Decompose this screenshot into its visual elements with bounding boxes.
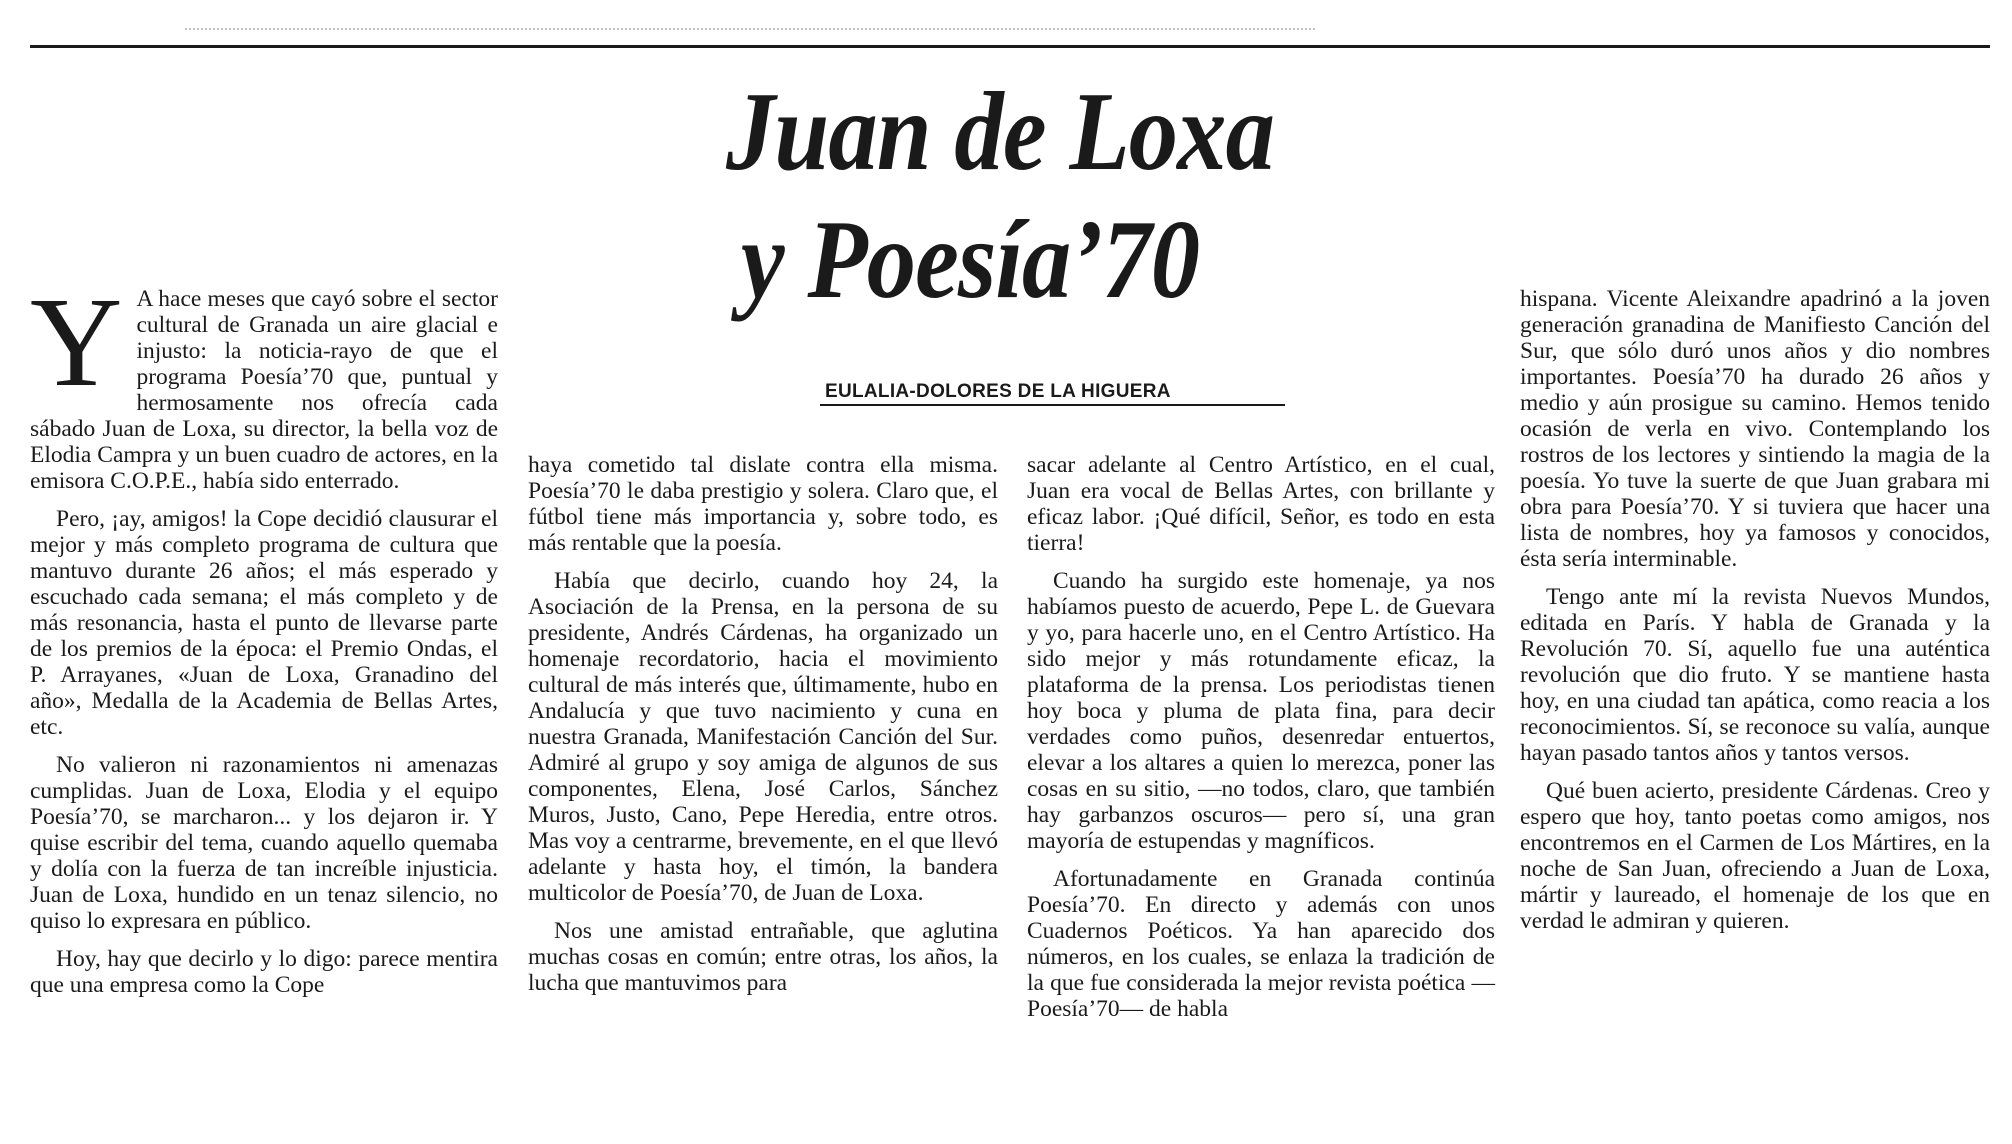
paragraph: haya cometido tal dislate contra ella misma. Poesía’70 le daba prestigio y solera. Claro que, el fútbol tiene más importancia y, sobre todo, es más rentable que la poesía. [528, 452, 998, 556]
paragraph: Pero, ¡ay, amigos! la Cope decidió clausurar el mejor y más completo programa de cultura que mantuvo durante 26 años; el más esperado y escuchado cada semana; el más completo y de más resonancia, hasta el punto de llevarse parte de los premios de la época: el Premio Ondas, el P. Arrayanes, «Juan de Loxa, Granadino del año», Medalla de la Academia de Bellas Artes, etc. [30, 506, 498, 740]
byline: EULALIA-DOLORES DE LA HIGUERA [825, 381, 1171, 402]
byline-rule [820, 404, 1285, 406]
paragraph-text: A hace meses que cayó sobre el sector cultural de Granada un aire glacial e injusto: la noticia-rayo de que el programa Poesía’70 que, puntual y hermosamente nos ofrecía cada sábado Juan de Loxa, su director, la bella voz de Elodia Campra y un buen cuadro de actores, en la emisora C.O.P.E., había sido enterrado. [30, 286, 498, 494]
headline-line-1: Juan de Loxa [726, 70, 1274, 194]
column-3 [1027, 452, 1495, 1034]
drop-cap: Y [30, 271, 123, 413]
column-1 [30, 271, 498, 1010]
headline-line-2: y Poesía’70 [740, 198, 1200, 322]
column-4 [1520, 286, 1990, 946]
paragraph: Tengo ante mí la revista Nuevos Mundos, editada en París. Y habla de Granada y la Revolución 70. Sí, aquello fue una auténtica revolución que dio fruto. Y se mantiene hasta hoy, en una ciudad tan apática, como reacia a los reconocimientos. Sí, se reconoce su valía, aunque hayan pasado tantos años y tantos versos. [1520, 584, 1990, 766]
paragraph: Cuando ha surgido este homenaje, ya nos habíamos puesto de acuerdo, Pepe L. de Guevara y yo, para hacerle uno, en el Centro Artístico. Ha sido mejor y más rotundamente eficaz, la plataforma de la prensa. Los periodistas tienen hoy boca y pluma de plata fina, para decir verdades como puños, desenredar entuertos, elevar a los altares a quien lo merezca, poner las cosas en su sitio, —no todos, claro, que también hay garbanzos oscuros— pero sí, una gran mayoría de estupendas y magníficos. [1027, 568, 1495, 854]
paragraph: No valieron ni razonamientos ni amenazas cumplidas. Juan de Loxa, Elodia y el equipo Poesía’70, se marcharon... y los dejaron ir. Y quise escribir del tema, cuando aquello quemaba y dolía con la fuerza de tan increíble injusticia. Juan de Loxa, hundido en un tenaz silencio, no quiso lo expresara en público. [30, 752, 498, 934]
headline [640, 68, 1380, 324]
paragraph: Hoy, hay que decirlo y lo digo: parece mentira que una empresa como la Cope [30, 946, 498, 998]
paragraph [30, 271, 498, 494]
top-rule [30, 45, 1990, 48]
paragraph: Qué buen acierto, presidente Cárdenas. Creo y espero que hoy, tanto poetas como amigos, nos encontremos en el Carmen de Los Mártires, en la noche de San Juan, ofreciendo a Juan de Loxa, mártir y laureado, el homenaje de los que en verdad le admiran y quieren. [1520, 778, 1990, 934]
paragraph: hispana. Vicente Aleixandre apadrinó a la joven generación granadina de Manifiesto Canción del Sur, que sólo duró unos años y dio nombres importantes. Poesía’70 ha durado 26 años y medio y aún prosigue su camino. Hemos tenido ocasión de verla en vivo. Contemplando los rostros de los lectores y sintiendo la magia de la poesía. Yo tuve la suerte de que Juan grabara mi obra para Poesía’70. Y si tuviera que hacer una lista de nombres, hoy ya famosos y conocidos, ésta sería interminable. [1520, 286, 1990, 572]
column-2 [528, 452, 998, 1008]
paragraph: Afortunadamente en Granada continúa Poesía’70. En directo y además con unos Cuadernos Poéticos. Ya han aparecido dos números, en los cuales, se enlaza la tradición de la que fue considerada la mejor revista poética —Poesía’70— de habla [1027, 866, 1495, 1022]
top-border-smudge [185, 28, 1315, 32]
paragraph: Había que decirlo, cuando hoy 24, la Asociación de la Prensa, en la persona de su presidente, Andrés Cárdenas, ha organizado un homenaje recordatorio, hacia el movimiento cultural de más interés que, últimamente, hubo en Andalucía y que tuvo nacimiento y cuna en nuestra Granada, Manifestación Canción del Sur. Admiré al grupo y soy amiga de algunos de sus componentes, Elena, José Carlos, Sánchez Muros, Justo, Cano, Pepe Heredia, entre otros. Mas voy a centrarme, brevemente, en el que llevó adelante y hasta hoy, el timón, la bandera multicolor de Poesía’70, de Juan de Loxa. [528, 568, 998, 906]
paragraph: Nos une amistad entrañable, que aglutina muchas cosas en común; entre otras, los años, la lucha que mantuvimos para [528, 918, 998, 996]
paragraph: sacar adelante al Centro Artístico, en el cual, Juan era vocal de Bellas Artes, con brillante y eficaz labor. ¡Qué difícil, Señor, es todo en esta tierra! [1027, 452, 1495, 556]
